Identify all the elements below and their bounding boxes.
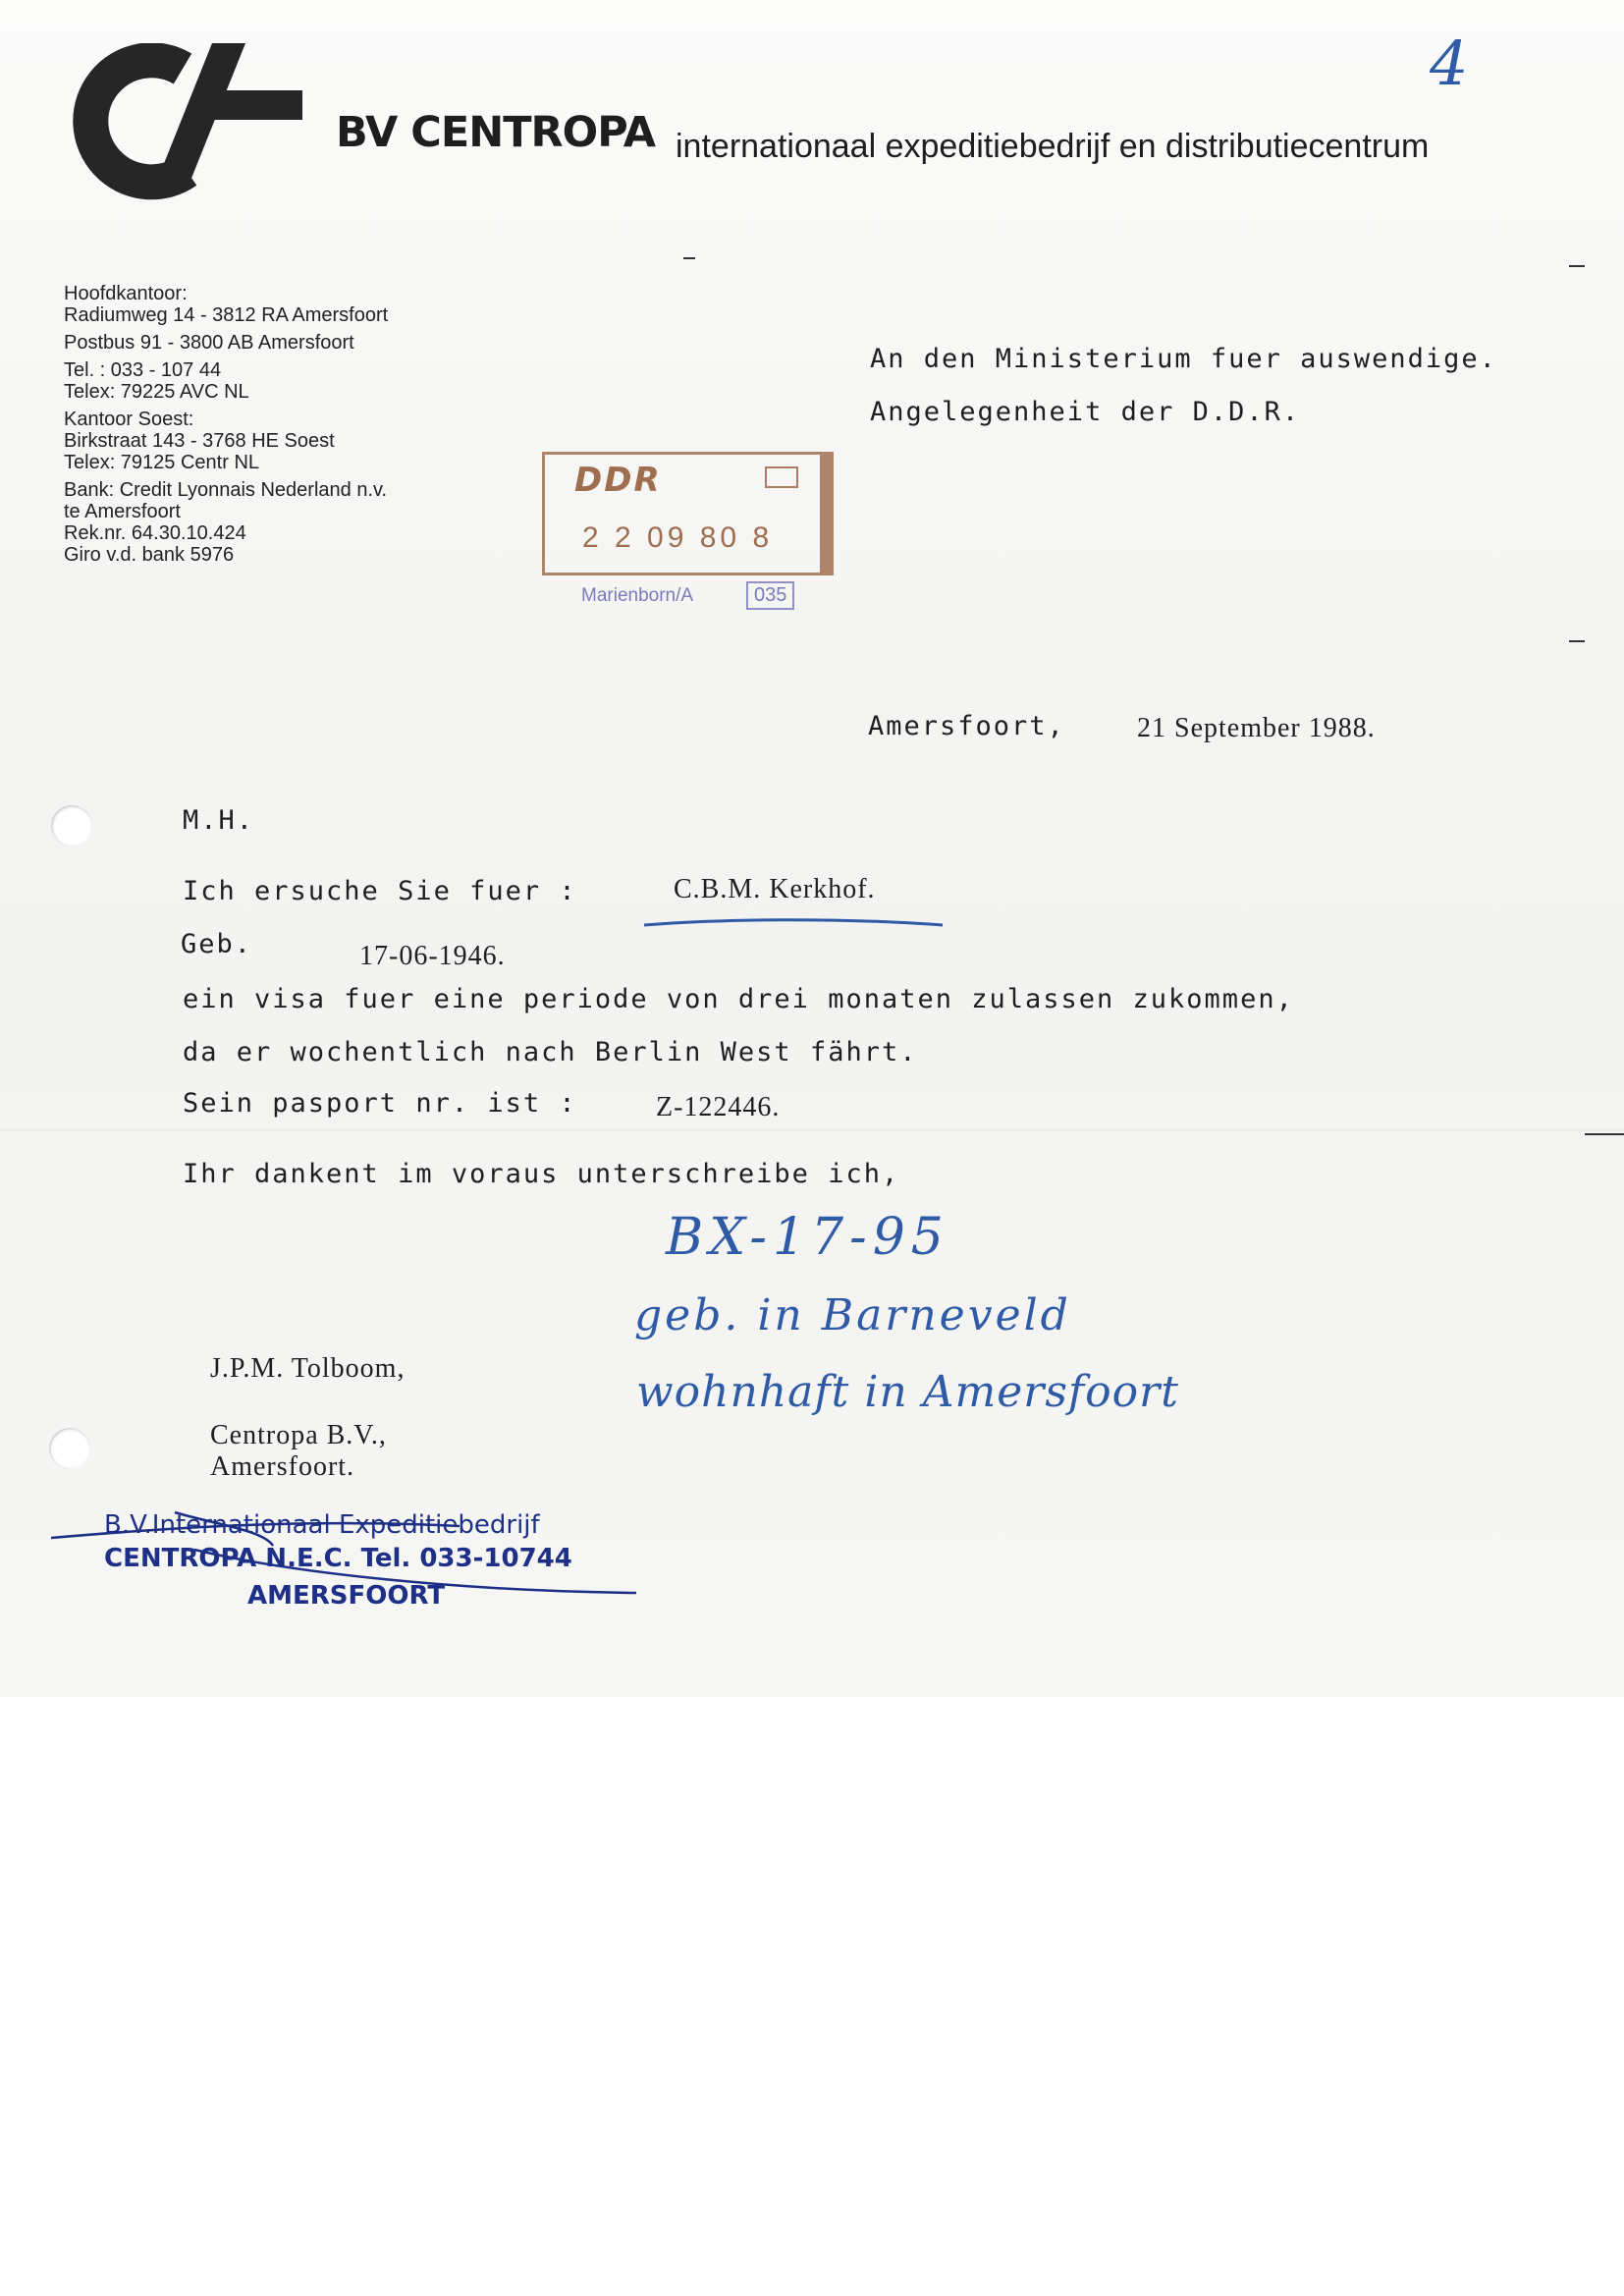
punch-hole: [49, 1428, 90, 1469]
address-line: Telex: 79125 Centr NL: [64, 452, 260, 473]
recipient-line-1: An den Ministerium fuer auswendige.: [870, 344, 1497, 374]
stamp-date: 2 2 09 80 8: [582, 521, 774, 554]
address-line: Hoofdkantoor:: [64, 283, 188, 304]
stamp-location: [540, 575, 815, 632]
company-name: BV CENTROPA: [336, 108, 656, 157]
signer-city: Amersfoort.: [210, 1451, 355, 1482]
border-stamp: [520, 440, 825, 646]
address-line: Tel. : 033 - 107 44: [64, 359, 222, 381]
company-rubber-stamp: [47, 1510, 656, 1618]
margin-mark: [1569, 265, 1585, 267]
signature-scribble: [47, 1510, 656, 1618]
punch-hole: [51, 805, 92, 847]
company-stamp-line-1: B.V.Internationaal Expeditiebedrijf: [104, 1510, 540, 1540]
stamp-vehicle-icon: [765, 466, 798, 488]
salutation: M.H.: [183, 805, 255, 836]
paper-fold: [0, 1129, 1624, 1132]
handwritten-corner-mark: 4: [1430, 27, 1469, 99]
margin-mark: [1569, 640, 1585, 642]
closing-line: Ihr dankent im voraus unterschreibe ich,: [183, 1159, 900, 1189]
request-prefix: Ich ersuche Sie fuer :: [183, 876, 577, 906]
stamp-place: Marienborn/A: [581, 585, 694, 606]
name-underline: [638, 913, 952, 937]
address-group: [64, 283, 476, 326]
address-line: Giro v.d. bank 5976: [64, 544, 235, 566]
address-line: Radiumweg 14 - 3812 RA Amersfoort: [64, 304, 389, 326]
margin-mark: [1585, 1133, 1624, 1135]
stamp-code: 035: [746, 581, 794, 610]
address-group: [64, 332, 476, 354]
passport-number: Z-122446.: [656, 1092, 781, 1122]
margin-mark: [683, 257, 695, 259]
berlin-line: da er wochentlich nach Berlin West fährt.: [183, 1037, 918, 1067]
address-group: [64, 479, 476, 566]
passport-prefix: Sein pasport nr. ist :: [183, 1088, 577, 1119]
letter-date: 21 September 1988.: [1137, 713, 1376, 743]
letter-place: Amersfoort,: [868, 711, 1065, 741]
company-stamp-line-3: AMERSFOORT: [247, 1581, 446, 1611]
company-stamp-line-2: CENTROPA N.E.C. Tel. 033-10744: [104, 1544, 572, 1573]
applicant-name: C.B.M. Kerkhof.: [674, 874, 876, 904]
address-line: Rek.nr. 64.30.10.424: [64, 522, 246, 544]
centropa-logo: [65, 43, 312, 200]
address-line: Bank: Credit Lyonnais Nederland n.v.: [64, 479, 388, 501]
stamp-frame: [542, 452, 834, 575]
address-line: te Amersfoort: [64, 501, 181, 522]
signer-company: Centropa B.V.,: [210, 1420, 387, 1450]
handwritten-residence: wohnhaft in Amersfoort: [636, 1367, 1179, 1417]
address-block: [64, 283, 476, 572]
signer-name: J.P.M. Tolboom,: [210, 1353, 406, 1384]
address-line: Telex: 79225 AVC NL: [64, 381, 249, 403]
address-group: [64, 409, 476, 473]
born-label: Geb.: [181, 929, 253, 959]
stamp-label: DDR: [574, 461, 662, 500]
born-date: 17-06-1946.: [359, 941, 506, 971]
address-line: Postbus 91 - 3800 AB Amersfoort: [64, 332, 354, 354]
address-group: [64, 359, 476, 403]
address-line: Birkstraat 143 - 3768 HE Soest: [64, 430, 335, 452]
company-tagline: internationaal expeditiebedrijf en distributiecentrum: [676, 128, 1430, 165]
address-line: Kantoor Soest:: [64, 409, 194, 430]
visa-line: ein visa fuer eine periode von drei monaten zulassen zukommen,: [183, 984, 1294, 1014]
handwritten-birthplace: geb. in Barneveld: [634, 1290, 1071, 1340]
recipient-line-2: Angelegenheit der D.D.R.: [870, 397, 1301, 427]
handwritten-code: BX-17-95: [666, 1208, 949, 1267]
